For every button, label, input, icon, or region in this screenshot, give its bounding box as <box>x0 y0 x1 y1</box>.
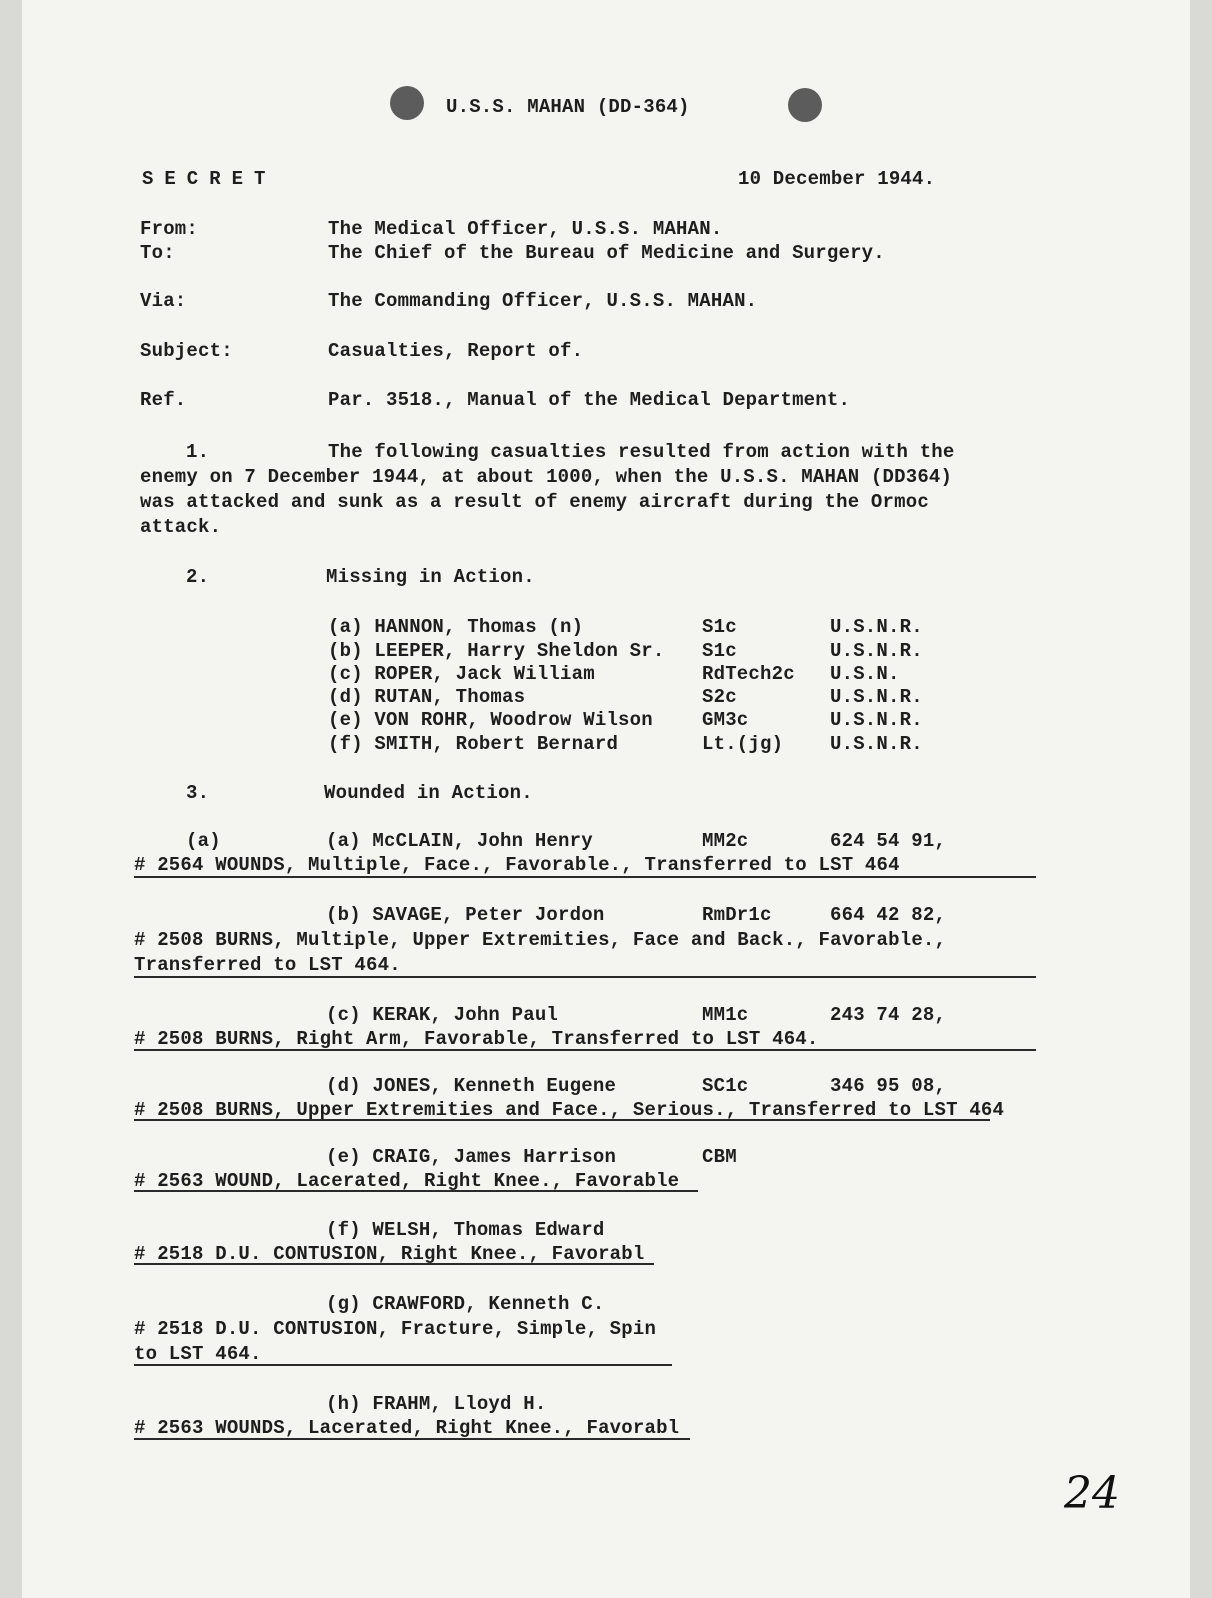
missing-name: (b) LEEPER, Harry Sheldon Sr. <box>328 640 665 662</box>
para1-number: 1. <box>186 441 210 463</box>
via-label: Via: <box>140 290 187 312</box>
underline <box>134 1263 654 1265</box>
document-date: 10 December 1944. <box>738 168 936 190</box>
underline <box>134 1119 990 1121</box>
wounded-number: 664 42 82, <box>830 904 947 926</box>
wounded-rate: MM1c <box>702 1004 749 1026</box>
para2-title: Missing in Action. <box>326 566 535 588</box>
ref-value: Par. 3518., Manual of the Medical Department. <box>328 389 851 411</box>
missing-service: U.S.N.R. <box>830 709 923 731</box>
wounded-rate: SC1c <box>702 1075 749 1097</box>
missing-service: U.S.N.R. <box>830 640 923 662</box>
wounded-name: (f) WELSH, Thomas Edward <box>326 1219 605 1241</box>
para1-line: The following casualties resulted from action with the <box>328 441 955 463</box>
classification-marking: SECRET <box>142 168 277 190</box>
page-number: 24 <box>1064 1468 1120 1519</box>
wounded-diagnosis: # 2564 WOUNDS, Multiple, Face., Favorable., Transferred to LST 464 <box>134 854 900 876</box>
wounded-rate: CBM <box>702 1146 737 1168</box>
underline <box>134 1438 690 1440</box>
wounded-name: (d) JONES, Kenneth Eugene <box>326 1075 617 1097</box>
from-value: The Medical Officer, U.S.S. MAHAN. <box>328 218 723 240</box>
margin-label: (a) <box>186 830 221 852</box>
para2-number: 2. <box>186 566 210 588</box>
missing-service: U.S.N.R. <box>830 686 923 708</box>
missing-name: (e) VON ROHR, Woodrow Wilson <box>328 709 653 731</box>
wounded-diagnosis: # 2563 WOUND, Lacerated, Right Knee., Favorable <box>134 1170 680 1192</box>
missing-rate: GM3c <box>702 709 749 731</box>
missing-name: (d) RUTAN, Thomas <box>328 686 526 708</box>
para1-line: enemy on 7 December 1944, at about 1000, when the U.S.S. MAHAN (DD364) <box>140 466 953 488</box>
missing-rate: Lt.(jg) <box>702 733 784 755</box>
missing-rate: S1c <box>702 640 737 662</box>
missing-rate: S2c <box>702 686 737 708</box>
para1-line: attack. <box>140 516 222 538</box>
from-label: From: <box>140 218 199 240</box>
wounded-diagnosis: # 2518 D.U. CONTUSION, Fracture, Simple, Spin <box>134 1318 657 1340</box>
to-value: The Chief of the Bureau of Medicine and Surgery. <box>328 242 885 264</box>
wounded-number: 346 95 08, <box>830 1075 947 1097</box>
wounded-diagnosis: # 2508 BURNS, Multiple, Upper Extremities, Face and Back., Favorable., <box>134 929 947 951</box>
wounded-diagnosis: # 2508 BURNS, Upper Extremities and Face., Serious., Transferred to LST 464 <box>134 1099 1005 1121</box>
underline <box>134 876 1036 878</box>
missing-name: (a) HANNON, Thomas (n) <box>328 616 584 638</box>
wounded-diagnosis: Transferred to LST 464. <box>134 954 401 976</box>
missing-rate: S1c <box>702 616 737 638</box>
punch-hole-right <box>788 88 822 122</box>
para3-title: Wounded in Action. <box>324 782 533 804</box>
missing-service: U.S.N.R. <box>830 733 923 755</box>
underline <box>134 976 1036 978</box>
wounded-diagnosis: # 2508 BURNS, Right Arm, Favorable, Transferred to LST 464. <box>134 1028 819 1050</box>
subject-value: Casualties, Report of. <box>328 340 584 362</box>
wounded-name: (g) CRAWFORD, Kenneth C. <box>326 1293 605 1315</box>
wounded-name: (c) KERAK, John Paul <box>326 1004 559 1026</box>
wounded-number: 243 74 28, <box>830 1004 947 1026</box>
via-value: The Commanding Officer, U.S.S. MAHAN. <box>328 290 758 312</box>
underline <box>134 1190 698 1192</box>
para1-line: was attacked and sunk as a result of enemy aircraft during the Ormoc <box>140 491 929 513</box>
underline <box>134 1049 1036 1051</box>
missing-rate: RdTech2c <box>702 663 795 685</box>
wounded-diagnosis: # 2563 WOUNDS, Lacerated, Right Knee., Favorabl <box>134 1417 680 1439</box>
missing-name: (c) ROPER, Jack William <box>328 663 595 685</box>
ship-title: U.S.S. MAHAN (DD-364) <box>446 96 690 118</box>
wounded-number: 624 54 91, <box>830 830 947 852</box>
wounded-name: (h) FRAHM, Lloyd H. <box>326 1393 547 1415</box>
wounded-rate: MM2c <box>702 830 749 852</box>
wounded-diagnosis: to LST 464. <box>134 1343 262 1365</box>
wounded-name: (e) CRAIG, James Harrison <box>326 1146 617 1168</box>
para3-number: 3. <box>186 782 210 804</box>
subject-label: Subject: <box>140 340 233 362</box>
underline <box>134 1364 672 1366</box>
wounded-name: (a) McCLAIN, John Henry <box>326 830 593 852</box>
missing-name: (f) SMITH, Robert Bernard <box>328 733 619 755</box>
wounded-rate: RmDr1c <box>702 904 772 926</box>
ref-label: Ref. <box>140 389 187 411</box>
missing-service: U.S.N.R. <box>830 616 923 638</box>
punch-hole-left <box>390 86 424 120</box>
wounded-name: (b) SAVAGE, Peter Jordon <box>326 904 605 926</box>
missing-service: U.S.N. <box>830 663 900 685</box>
to-label: To: <box>140 242 175 264</box>
wounded-diagnosis: # 2518 D.U. CONTUSION, Right Knee., Favorabl <box>134 1243 645 1265</box>
document-page <box>22 0 1190 1598</box>
